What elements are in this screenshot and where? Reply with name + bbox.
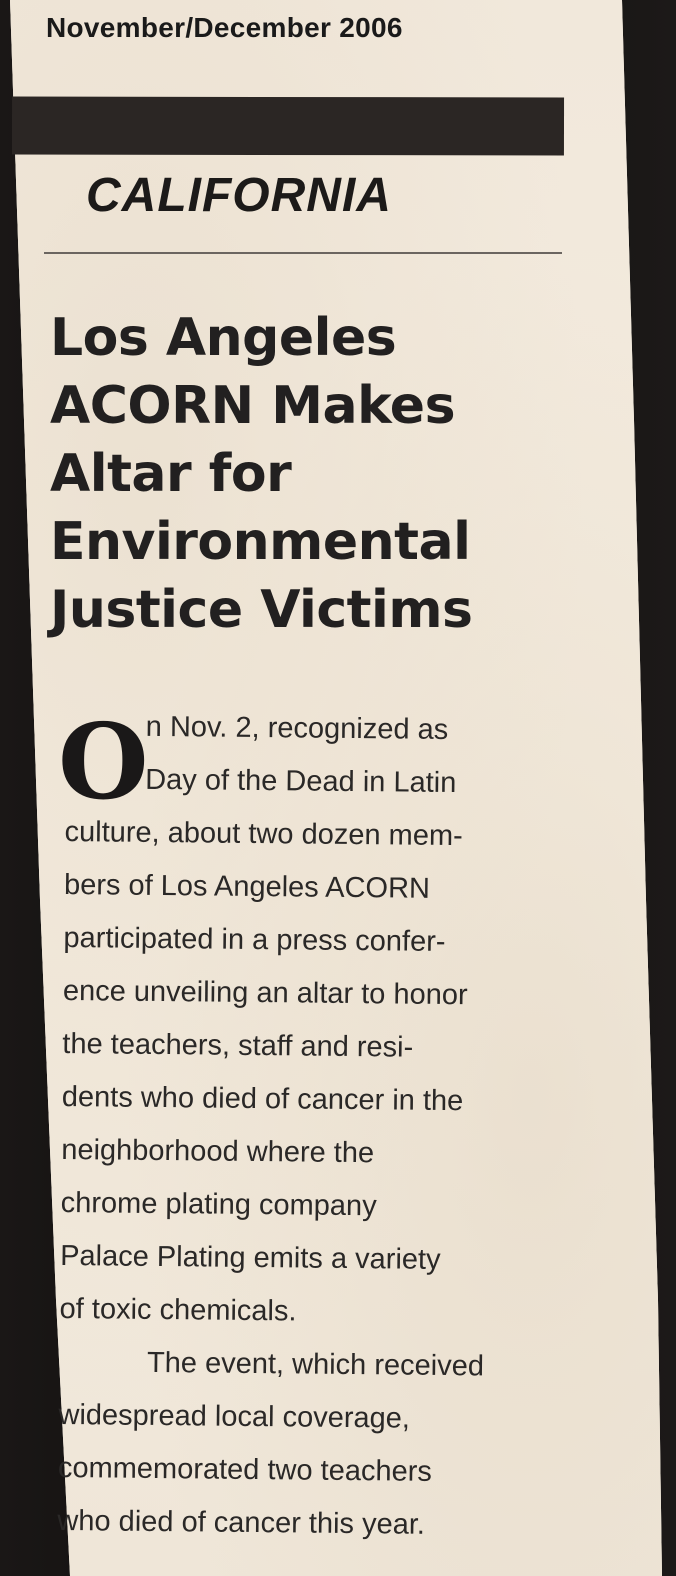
body-line: neighborhood where the [61, 1133, 375, 1170]
body-line: participated in a press confer- [63, 921, 446, 958]
body-line: bers of Los Angeles ACORN [63, 868, 431, 905]
headline-line: Environmental [50, 512, 471, 572]
body-line: of toxic chemicals. [59, 1292, 297, 1328]
body-line: chrome plating company [60, 1186, 377, 1223]
body-line: the teachers, staff and resi- [62, 1027, 414, 1064]
headline-line: Justice Victims [50, 580, 473, 640]
headline-line: Altar for [50, 444, 292, 504]
section-divider [44, 252, 562, 254]
headline-line: Los Angeles [50, 308, 397, 368]
body-line: ence unveiling an altar to honor [62, 974, 468, 1012]
header-rule-bar [12, 97, 564, 156]
body-line: Day of the Dead in Latin [145, 763, 457, 800]
section-label: CALIFORNIA [86, 169, 392, 222]
body-line: commemorated two teachers [57, 1451, 433, 1488]
headline-line: ACORN Makes [50, 376, 456, 436]
article-headline [50, 304, 610, 644]
drop-cap: O [58, 700, 149, 823]
body-line: who died of cancer this year. [57, 1504, 426, 1541]
body-line: The event, which received [146, 1346, 485, 1383]
issue-dateline: November/December 2006 [46, 12, 403, 43]
body-line: culture, about two dozen mem- [64, 815, 463, 853]
body-line: Palace Plating emits a variety [60, 1239, 441, 1276]
body-line: n Nov. 2, recognized as [145, 710, 449, 747]
body-line: dents who died of cancer in the [61, 1080, 464, 1118]
body-line: widespread local coverage, [58, 1398, 411, 1435]
article-body [57, 700, 606, 1554]
